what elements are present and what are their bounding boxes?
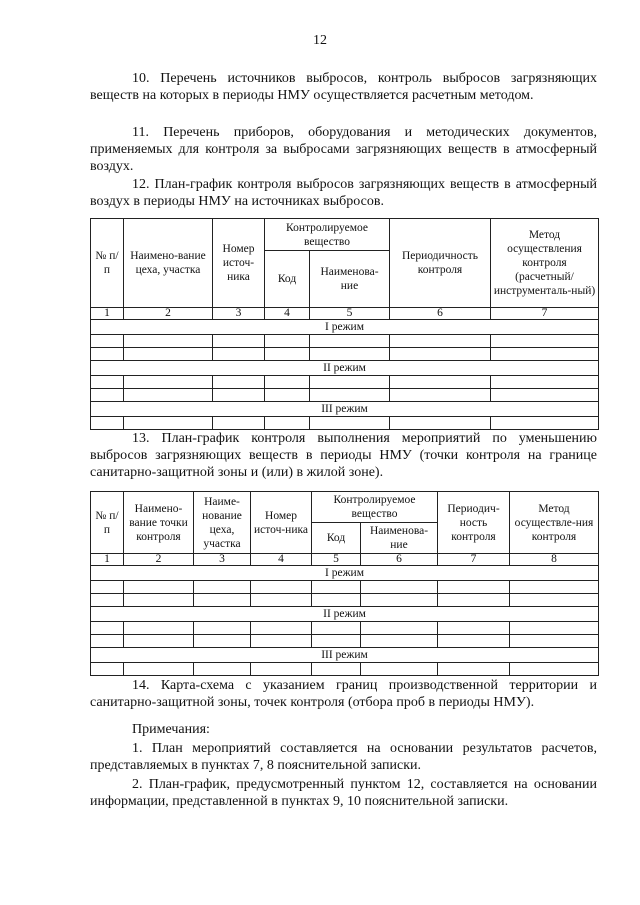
col-number: 6 — [390, 308, 491, 320]
col-number: 3 — [194, 554, 251, 566]
header-name: Наименова-ние — [310, 251, 390, 308]
table-row — [91, 594, 599, 607]
header-source: Номер источ-ника — [213, 219, 265, 308]
col-number: 6 — [361, 554, 438, 566]
page-number: 12 — [313, 33, 327, 48]
col-number: 5 — [310, 308, 390, 320]
notes-title: Примечания: — [132, 722, 210, 737]
mode-row-3: III режим — [91, 648, 599, 663]
col-number: 7 — [491, 308, 599, 320]
header-code: Код — [265, 251, 310, 308]
header-method: Метод осуществления контроля (расчетный/ инструменталь-ный) — [491, 219, 599, 308]
col-number: 1 — [91, 308, 124, 320]
header-point: Наимено-вание точки контроля — [124, 492, 194, 554]
col-number: 2 — [124, 554, 194, 566]
note-1: 1. План мероприятий составляется на основании результатов расчетов, представляемых в пунктах 7, 8 пояснительной записки. — [90, 741, 597, 773]
item-14: 14. Карта-схема с указанием границ производственной территории и санитарно-защитной зоны, точек контроля (отбора проб в периоды НМУ). — [90, 678, 597, 710]
table-row — [91, 348, 599, 361]
header-source: Номер источ-ника — [251, 492, 312, 554]
item-11: 11. Перечень приборов, оборудования и методических документов, применяемых для контроля за выбросами загрязняющих веществ в атмосферный воздух. — [90, 125, 597, 174]
column-numbers-row — [91, 308, 599, 320]
col-number: 8 — [510, 554, 599, 566]
col-number: 3 — [213, 308, 265, 320]
item-10: 10. Перечень источников выбросов, контроль выбросов загрязняющих веществ на которых в периоды НМУ осуществляется расчетным методом. — [90, 71, 597, 103]
table-row — [91, 389, 599, 402]
mode-row-2: II режим — [91, 607, 599, 622]
header-name: Наименова-ние — [361, 523, 438, 554]
mode-row-2: II режим — [91, 361, 599, 376]
note-2: 2. План-график, предусмотренный пунктом 12, составляется на основании информации, представленной в пунктах 9, 10 пояснительной записки. — [90, 777, 597, 809]
header-shop: Наиме-нование цеха, участка — [194, 492, 251, 554]
col-number: 2 — [124, 308, 213, 320]
col-number: 1 — [91, 554, 124, 566]
plan-table-emissions — [90, 218, 599, 430]
table-row — [91, 335, 599, 348]
header-code: Код — [312, 523, 361, 554]
header-shop: Наимено-вание цеха, участка — [124, 219, 213, 308]
header-method: Метод осуществле-ния контроля — [510, 492, 599, 554]
col-number: 7 — [438, 554, 510, 566]
table-row — [91, 417, 599, 430]
item-13: 13. План-график контроля выполнения мероприятий по уменьшению выбросов загрязняющих веществ в периоды НМУ (точки контроля на границе санитарно-защитной зоны и (или) в жилой зоне). — [90, 431, 597, 480]
item-12: 12. План-график контроля выбросов загрязняющих веществ в атмосферный воздух в периоды НМУ на источниках выбросов. — [90, 177, 597, 209]
header-period: Периодичность контроля — [390, 219, 491, 308]
col-number: 5 — [312, 554, 361, 566]
table-row — [91, 622, 599, 635]
header-period: Периодич-ность контроля — [438, 492, 510, 554]
col-number: 4 — [251, 554, 312, 566]
header-num: № п/п — [91, 219, 124, 308]
plan-table-measures — [90, 491, 599, 676]
table-row — [91, 635, 599, 648]
header-num: № п/п — [91, 492, 124, 554]
header-substance: Контролируемое вещество — [312, 492, 438, 523]
mode-row-1: I режим — [91, 320, 599, 335]
table-row — [91, 663, 599, 676]
header-substance: Контролируемое вещество — [265, 219, 390, 251]
column-numbers-row — [91, 554, 599, 566]
mode-row-3: III режим — [91, 402, 599, 417]
table-row — [91, 581, 599, 594]
table-row — [91, 376, 599, 389]
mode-row-1: I режим — [91, 566, 599, 581]
col-number: 4 — [265, 308, 310, 320]
